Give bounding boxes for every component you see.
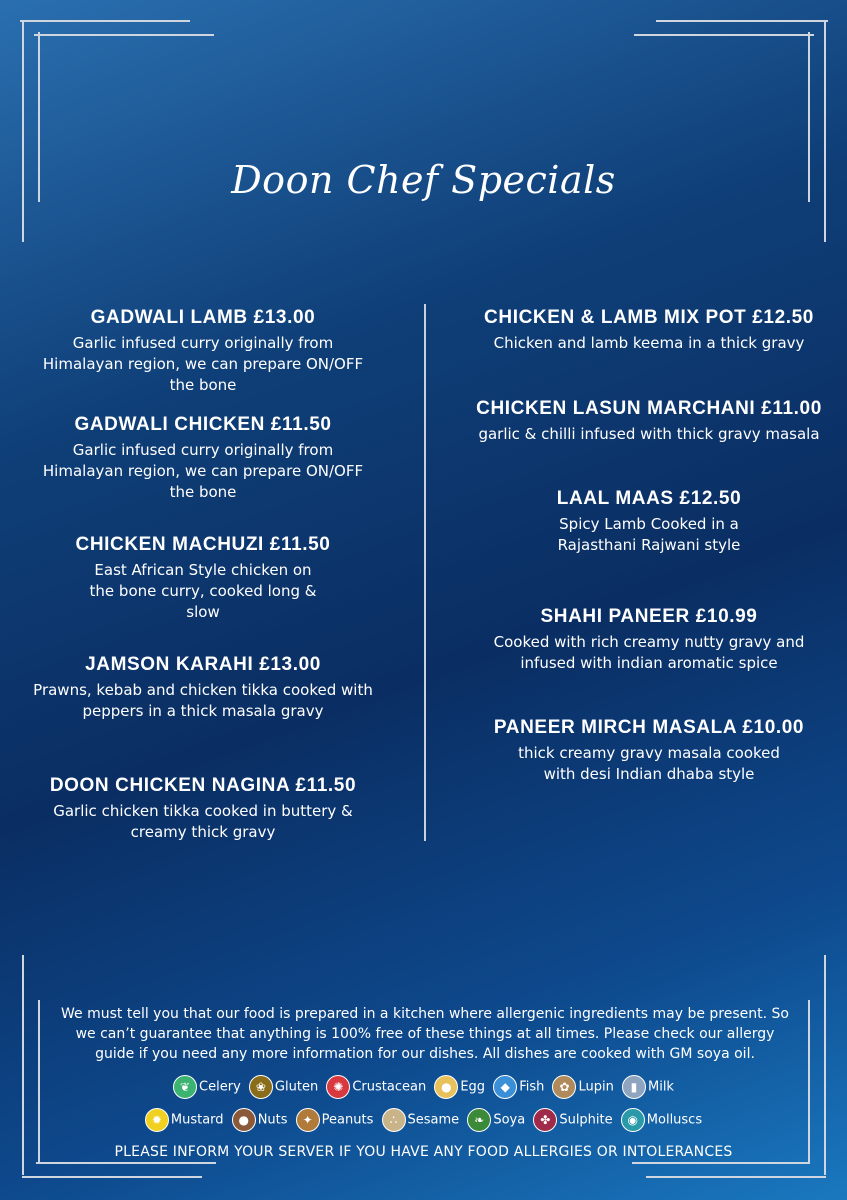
item-name: LAAL MAAS £12.50 [556, 488, 742, 509]
frame-corner-top-right [824, 20, 826, 242]
item-name: JAMSON KARAHI £13.00 [85, 654, 321, 675]
menu-item-jamson-karahi [28, 654, 378, 722]
menu-item-chicken-machuzi [28, 534, 378, 623]
page-title: Doon Chef Specials [231, 158, 616, 202]
allergy-disclaimer: We must tell you that our food is prepared in a kitchen where allergenic ingredients may be present. So we can’t guarantee that anything is 100% free of these things at all times. Please check our allergy guide if you need any more information for our dishes. All dishes are cooked with GM soya oil. [61, 1006, 789, 1062]
frame-corner-bottom-left [22, 1176, 202, 1178]
item-description: Spicy Lamb Cooked in a Rajasthani Rajwani style [557, 515, 741, 554]
frame-corner-top-left [20, 20, 190, 22]
item-description: Garlic chicken tikka cooked in buttery & creamy thick gravy [53, 802, 353, 841]
allergen-lupin: ✿ Lupin [552, 1075, 613, 1099]
frame-corner-bottom-left [22, 955, 24, 1175]
egg-icon: ● [434, 1075, 458, 1099]
menu-item-shahi-paneer [470, 606, 828, 674]
frame-corner-top-right [634, 34, 814, 36]
item-name: CHICKEN LASUN MARCHANI £11.00 [476, 398, 822, 419]
item-description: Garlic infused curry originally from Himalayan region, we can prepare ON/OFF the bone [42, 441, 364, 501]
item-description: garlic & chilli infused with thick gravy masala [478, 425, 820, 443]
nuts-icon: ● [232, 1108, 256, 1132]
item-name: CHICKEN MACHUZI £11.50 [75, 534, 331, 555]
allergen-mustard: ✹ Mustard [145, 1108, 224, 1132]
allergen-peanuts: ✦ Peanuts [296, 1108, 374, 1132]
sulphite-icon: ✤ [533, 1108, 557, 1132]
fish-icon: ◆ [493, 1075, 517, 1099]
celery-icon: ❦ [173, 1075, 197, 1099]
item-description: thick creamy gravy masala cooked with desi Indian dhaba style [518, 744, 780, 783]
allergen-legend-row-2 [0, 1108, 847, 1132]
menu-item-chicken-lasun-marchani [470, 398, 828, 445]
frame-corner-top-left [22, 20, 24, 242]
allergen-legend-row-1 [0, 1075, 847, 1099]
lupin-icon: ✿ [552, 1075, 576, 1099]
allergen-nuts: ● Nuts [232, 1108, 288, 1132]
menu-item-laal-maas [470, 488, 828, 556]
item-description: Chicken and lamb keema in a thick gravy [493, 334, 805, 352]
menu-item-paneer-mirch-masala [470, 717, 828, 785]
crustacean-icon: ✺ [326, 1075, 350, 1099]
item-name: DOON CHICKEN NAGINA £11.50 [49, 775, 357, 796]
gluten-icon: ❀ [249, 1075, 273, 1099]
molluscs-icon: ◉ [621, 1108, 645, 1132]
allergen-molluscs: ◉ Molluscs [621, 1108, 702, 1132]
menu-item-gadwali-chicken [28, 414, 378, 503]
milk-icon: ▮ [622, 1075, 646, 1099]
item-description: East African Style chicken on the bone curry, cooked long & slow [89, 561, 317, 621]
item-name: SHAHI PANEER £10.99 [540, 606, 758, 627]
item-description: Prawns, kebab and chicken tikka cooked with peppers in a thick masala gravy [33, 681, 373, 720]
item-name: PANEER MIRCH MASALA £10.00 [493, 717, 805, 738]
item-description: Cooked with rich creamy nutty gravy and infused with indian aromatic spice [493, 633, 805, 672]
frame-corner-top-right [656, 20, 828, 22]
allergy-notice: PLEASE INFORM YOUR SERVER IF YOU HAVE ANY FOOD ALLERGIES OR INTOLERANCES [114, 1144, 733, 1160]
item-description: Garlic infused curry originally from Himalayan region, we can prepare ON/OFF the bone [42, 334, 364, 394]
item-name: CHICKEN & LAMB MIX POT £12.50 [484, 307, 814, 328]
allergen-gluten: ❀ Gluten [249, 1075, 318, 1099]
frame-corner-top-left [34, 34, 214, 36]
allergen-sulphite: ✤ Sulphite [533, 1108, 612, 1132]
menu-item-doon-chicken-nagina [28, 775, 378, 843]
frame-corner-bottom-right [632, 1162, 810, 1164]
allergen-fish: ◆ Fish [493, 1075, 544, 1099]
frame-corner-bottom-right [646, 1176, 826, 1178]
menu-item-gadwali-lamb [28, 307, 378, 396]
allergen-sesame: ∴ Sesame [382, 1108, 460, 1132]
menu-item-chicken-lamb-mix-pot [470, 307, 828, 354]
sesame-icon: ∴ [382, 1108, 406, 1132]
item-name: GADWALI LAMB £13.00 [90, 307, 316, 328]
mustard-icon: ✹ [145, 1108, 169, 1132]
item-name: GADWALI CHICKEN £11.50 [74, 414, 332, 435]
peanuts-icon: ✦ [296, 1108, 320, 1132]
allergen-milk: ▮ Milk [622, 1075, 674, 1099]
allergen-celery: ❦ Celery [173, 1075, 241, 1099]
frame-corner-bottom-left [36, 1162, 216, 1164]
soya-icon: ❧ [467, 1108, 491, 1132]
allergen-egg: ● Egg [434, 1075, 485, 1099]
allergen-crustacean: ✺ Crustacean [326, 1075, 426, 1099]
column-divider [424, 304, 426, 841]
allergen-soya: ❧ Soya [467, 1108, 525, 1132]
frame-corner-bottom-right [824, 955, 826, 1175]
